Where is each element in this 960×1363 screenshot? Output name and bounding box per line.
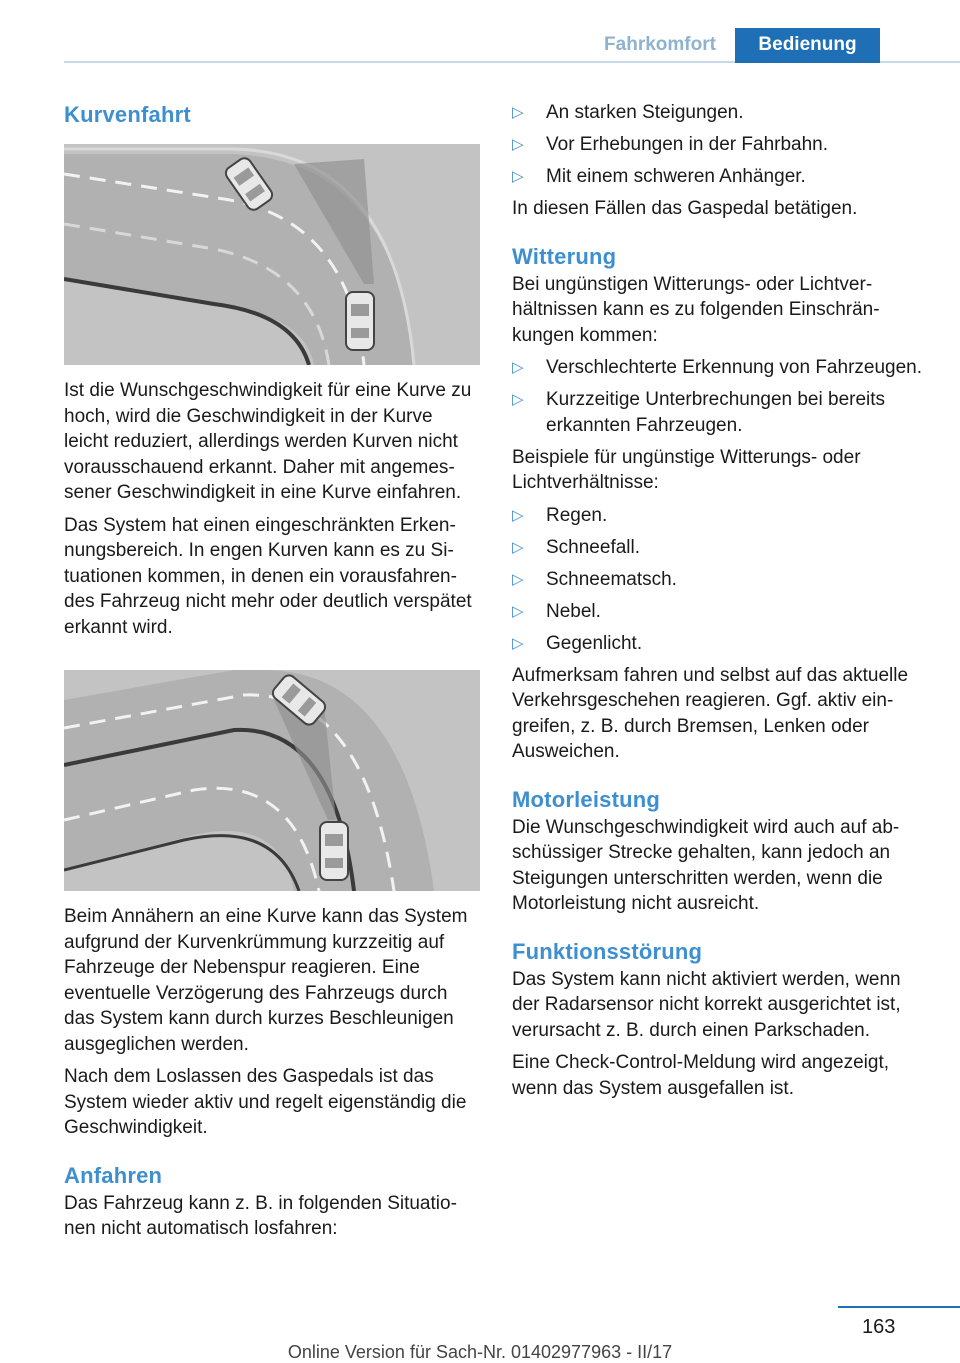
paragraph-attentive-driving: Aufmerksam fahren und selbst auf das aktuelle Verkehrsgeschehen reagieren. Ggf. aktiv eingreifen, z. B. durch Bremsen, Lenken oder Ausweichen. xyxy=(512,664,909,762)
list-weather-effects xyxy=(512,355,928,438)
triangle-bullet-icon: ▷ xyxy=(512,136,524,153)
curve-road-graphic-1 xyxy=(64,144,480,365)
paragraph-check-control: Eine Check-Control-Meldung wird angezeigt, wenn das System ausgefallen ist. xyxy=(512,1052,890,1099)
list-item: ▷ Nebel. xyxy=(512,599,928,625)
triangle-bullet-icon: ▷ xyxy=(512,538,524,556)
paragraph-engine-power: Die Wunschgeschwindigkeit wird auch auf abschüssiger Strecke gehalten, kann jedoch an Steigungen unterschritten werden, wenn die Motorleistung nicht ausreicht. xyxy=(512,816,900,914)
list-item: ▷ Gegenlicht. xyxy=(512,631,928,657)
triangle-bullet-icon: ▷ xyxy=(512,602,524,620)
triangle-bullet-icon: ▷ xyxy=(512,570,524,588)
list-item: ▷ Verschlechterte Erkennung von Fahrzeugen. xyxy=(512,355,928,381)
curve-illustration-1 xyxy=(64,144,480,365)
list-item: ▷ Regen. xyxy=(512,503,928,529)
list-item: ▷ Schneefall. xyxy=(512,535,928,561)
heading-funktionsstoerung: Funktionsstörung xyxy=(512,938,703,964)
page-number: 163 xyxy=(862,1316,896,1338)
paragraph-press-pedal: In diesen Fällen das Gaspedal betätigen. xyxy=(512,198,858,219)
triangle-bullet-icon: ▷ xyxy=(512,391,524,408)
triangle-bullet-icon: ▷ xyxy=(512,104,524,121)
list-item: ▷ Schneematsch. xyxy=(512,567,928,593)
list-weather-examples xyxy=(512,503,928,657)
curve-illustration-2 xyxy=(64,670,480,891)
list-start-situations xyxy=(512,100,928,190)
section-tab-bedienung[interactable]: Bedienung xyxy=(735,28,880,61)
page-header xyxy=(0,0,960,64)
list-item: ▷ Mit einem schweren Anhänger. xyxy=(512,164,928,190)
paragraph-curve-speed: Ist die Wunschgeschwindigkeit für eine Kurve zu hoch, wird die Geschwindigkeit in der Kurve leicht reduziert, allerdings werden Kurven nicht vorausschauend erkannt. Daher mit angemessener Geschwindigkeit in eine Kurve einfahren. xyxy=(64,380,472,503)
paragraph-approach-curve: Beim Annähern an eine Kurve kann das System aufgrund der Kurvenkrümmung kurzzeitig auf Fahrzeuge der Nebenspur reagieren. Eine eventuelle Verzögerung des Fahrzeugs durch das System kann durch kurzes Beschleunigen ausgeglichen werden. xyxy=(64,906,468,1055)
triangle-bullet-icon: ▷ xyxy=(512,506,524,524)
header-rule-active xyxy=(735,61,880,63)
paragraph-start-situations: Das Fahrzeug kann z. B. in folgenden Situationen nicht automatisch losfahren: xyxy=(64,1192,457,1239)
paragraph-detection-range: Das System hat einen eingeschränkten Erkennungsbereich. In engen Kurven kann es zu Situationen kommen, in denen ein vorausfahrendes Fahrzeug nicht mehr oder deutlich verspätet erkannt wird. xyxy=(64,514,472,638)
right-column xyxy=(512,100,928,1101)
list-item: ▷ Kurzzeitige Unterbrechungen bei bereits erkannten Fahrzeugen. xyxy=(512,389,886,436)
heading-witterung: Witterung xyxy=(512,243,617,269)
paragraph-radar-fault: Das System kann nicht aktiviert werden, wenn der Radarsensor nicht korrekt ausgerichtet ist, verursacht z. B. durch einen Parkschaden. xyxy=(512,968,901,1041)
triangle-bullet-icon: ▷ xyxy=(512,168,524,185)
online-version-note: Online Version für Sach-Nr. 01402977963 - II/17 xyxy=(287,1342,673,1362)
heading-anfahren: Anfahren xyxy=(64,1162,163,1188)
paragraph-weather-limits: Bei ungünstigen Witterungs- oder Lichtverhältnissen kann es zu folgenden Einschränkungen kommen: xyxy=(512,273,880,346)
triangle-bullet-icon: ▷ xyxy=(512,634,524,652)
list-item: ▷ An starken Steigungen. xyxy=(512,100,928,126)
paragraph-weather-examples: Beispiele für ungünstige Witterungs- oder Lichtverhältnisse: xyxy=(512,446,861,493)
list-item: ▷ Vor Erhebungen in der Fahrbahn. xyxy=(512,132,928,158)
footer-rule xyxy=(838,1306,960,1308)
paragraph-release-pedal: Nach dem Loslassen des Gaspedals ist das System wieder aktiv und regelt eigenständig die Geschwindigkeit. xyxy=(64,1066,467,1138)
heading-kurvenfahrt: Kurvenfahrt xyxy=(64,102,191,127)
left-column xyxy=(64,100,480,1242)
curve-road-graphic-2 xyxy=(64,670,480,891)
triangle-bullet-icon: ▷ xyxy=(512,359,524,376)
section-tab-fahrkomfort[interactable]: Fahrkomfort xyxy=(604,34,716,55)
heading-motorleistung: Motorleistung xyxy=(512,786,661,812)
